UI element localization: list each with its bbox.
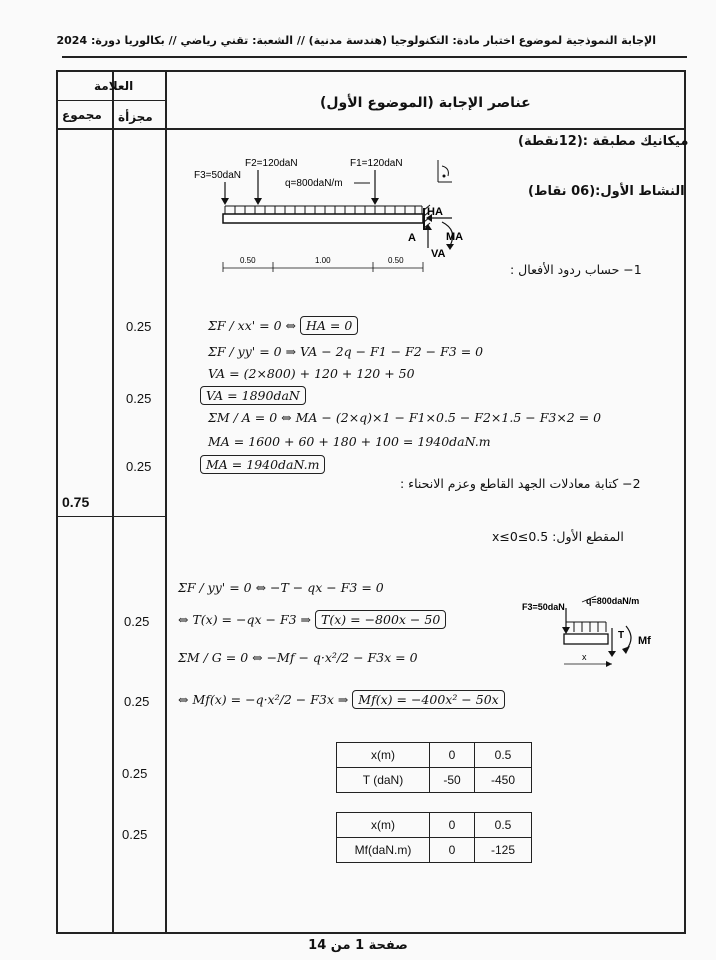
eq-sum-mg: ΣM / G = 0 ⇔ −Mf − q·x²/2 − F3x = 0 [178, 650, 418, 665]
score-2: 0.25 [126, 391, 152, 406]
score-7: 0.25 [122, 827, 148, 842]
column-divider-1 [112, 70, 114, 932]
question-1: 1− حساب ردود الأفعال : [510, 262, 642, 277]
dim-2: 1.00 [315, 256, 331, 265]
ma-label: MA [446, 231, 464, 243]
small-q-label: q=800daN/m [586, 596, 640, 606]
section-diagram [520, 594, 670, 674]
header-rule [62, 56, 687, 58]
grade-sub-rule [56, 100, 166, 101]
va-label: VA [431, 248, 446, 260]
grade-heading: العلامة [94, 79, 134, 93]
subtotal-rule [56, 516, 166, 517]
small-x-label: x [582, 652, 587, 662]
score-total-1: 0.75 [62, 494, 90, 510]
score-4: 0.25 [124, 614, 150, 629]
question-2: 2− كتابة معادلات الجهد القاطع وعزم الانحناء : [400, 476, 641, 491]
dim-3: 0.50 [388, 256, 404, 265]
page-footer: صفحة 1 من 14 [308, 938, 408, 953]
activity1-title: النشاط الأول:(06 نقاط) [528, 184, 685, 199]
score-1: 0.25 [126, 319, 152, 334]
eq-shear: ⇔ T(x) = −qx − F3 ⇒ T(x) = −800x − 50 [178, 612, 446, 627]
q-label: q=800daN/m [285, 178, 343, 189]
partial-heading: مجزأة [118, 110, 153, 124]
ha-label: HA [427, 206, 443, 218]
f2-label: F2=120daN [245, 158, 298, 169]
result-moment: Mf(x) = −400x² − 50x [352, 690, 504, 709]
table-row: T (daN) -50 -450 [337, 768, 532, 793]
dim-1: 0.50 [240, 256, 256, 265]
answer-elements-heading: عناصر الإجابة (الموضوع الأول) [320, 95, 531, 111]
f3-label: F3=50daN [194, 170, 241, 181]
score-3: 0.25 [126, 459, 152, 474]
table-row: x(m) 0 0.5 [337, 813, 532, 838]
mechanics-title: ميكانيك مطبقة :(12نقطة) [518, 134, 689, 149]
total-heading: مجموع [62, 108, 102, 122]
eq-sum-ma: ΣM / A = 0 ⇔ MA − (2×q)×1 − F1×0.5 − F2×1.5 − F3×2 = 0 [208, 410, 602, 425]
result-ma: MA = 1940daN.m [200, 455, 325, 474]
eq-sum-fy-section: ΣF / yy' = 0 ⇔ −T − qx − F3 = 0 [178, 580, 384, 595]
score-5: 0.25 [124, 694, 150, 709]
a-label: A [408, 232, 416, 244]
result-ha: HA = 0 [300, 316, 358, 335]
result-va: VA = 1890daN [200, 386, 306, 405]
header-row-rule [56, 128, 684, 130]
eq-va-calc: VA = (2×800) + 120 + 120 + 50 [208, 366, 415, 381]
table-row: x(m) 0 0.5 [337, 743, 532, 768]
shear-values-table [336, 742, 532, 793]
segment-1-title: المقطع الأول: 0.5≥x≤0 [492, 529, 624, 544]
moment-values-table [336, 812, 532, 863]
small-mf-label: Mf [638, 635, 651, 647]
eq-sum-fx: ΣF / xx' = 0 ⇔ HA = 0 [208, 318, 358, 333]
result-shear: T(x) = −800x − 50 [315, 610, 446, 629]
eq-ma-calc: MA = 1600 + 60 + 180 + 100 = 1940daN.m [208, 434, 491, 449]
page-header: الإجابة النموذجية لموضوع اختبار مادة: التكنولوجيا (هندسة مدنية) // الشعبة: تقني رياضي // بكالوريا دورة: 2024 [56, 34, 656, 47]
score-6: 0.25 [122, 766, 148, 781]
eq-moment: ⇔ Mf(x) = −q·x²/2 − F3x ⇒ Mf(x) = −400x² − 50x [178, 692, 505, 707]
table-row: Mf(daN.m) 0 -125 [337, 838, 532, 863]
f1-label: F1=120daN [350, 158, 403, 169]
small-t-label: T [618, 630, 625, 641]
eq-sum-fy: ΣF / yy' = 0 ⇒ VA − 2q − F1 − F2 − F3 = 0 [208, 344, 484, 359]
small-f3-label: F3=50daN [522, 602, 565, 612]
column-divider-2 [165, 70, 167, 932]
axes-icon [432, 156, 456, 186]
